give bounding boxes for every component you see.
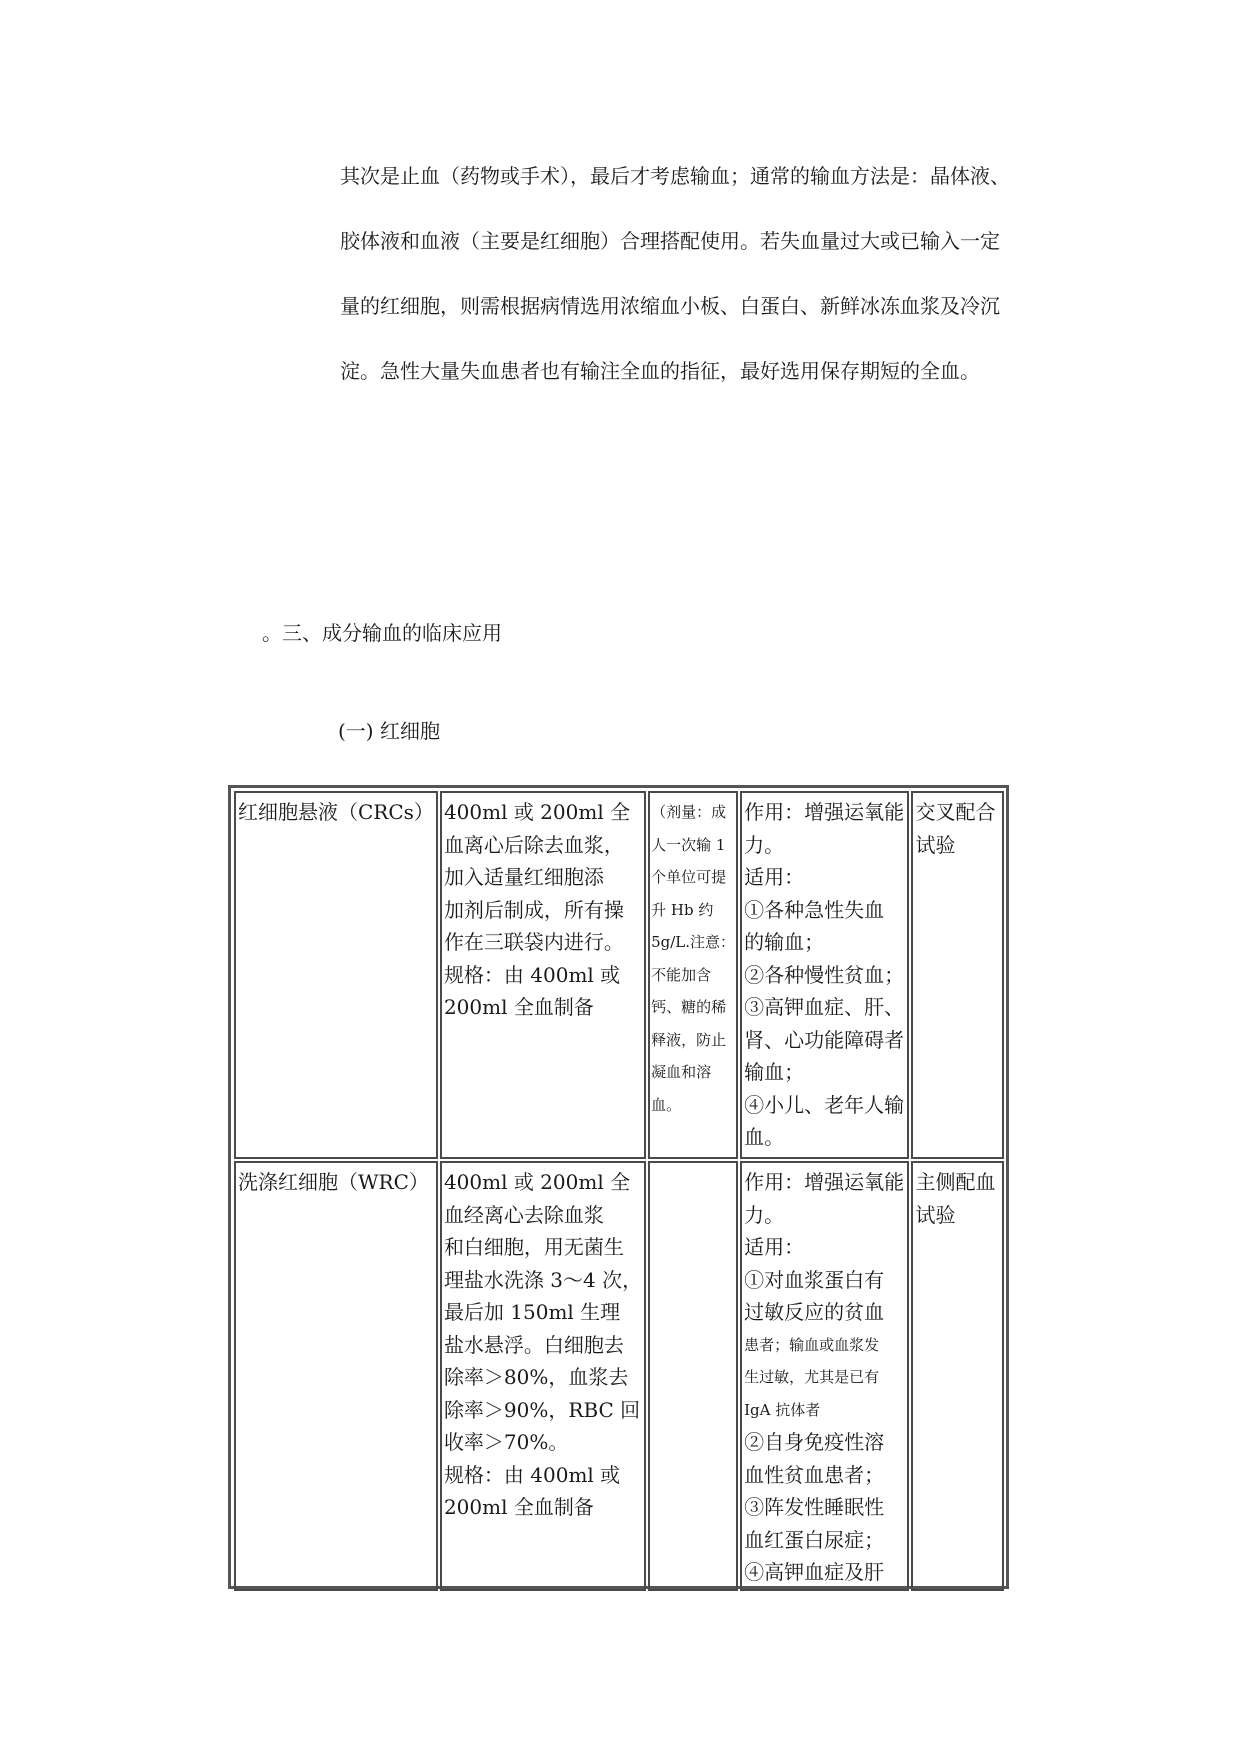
preparation-line: 规格：由 400ml 或: [443, 962, 621, 987]
table-row: [234, 791, 1004, 1159]
preparation-line: 200ml 全血制备: [443, 1495, 594, 1519]
indication-line: 过敏反应的贫血: [744, 1300, 885, 1324]
product-name-cell: [234, 1161, 438, 1591]
preparation-line: 理盐水洗涤 3～4 次，: [443, 1267, 643, 1292]
dosage-line: 个单位可提: [651, 868, 727, 886]
dosage-line: 释液，防止: [651, 1030, 727, 1049]
indication-line: ③高钾血症、肝、: [744, 995, 905, 1019]
preparation-line: 200ml 全血制备: [443, 995, 594, 1019]
indication-line: 适用：: [744, 865, 805, 889]
indication-line: 血。: [744, 1125, 785, 1149]
section-heading: 。三、成分输血的临床应用: [262, 621, 502, 645]
preparation-line: 除率＞90%，RBC 回: [443, 1397, 641, 1422]
preparation-line: 血经离心去除血浆: [443, 1202, 604, 1227]
preparation-line: 400ml 或 200ml 全: [443, 800, 631, 824]
compatibility-line: 试验: [915, 1202, 956, 1227]
subsection-heading: (一) 红细胞: [338, 719, 440, 743]
preparation-line: 最后加 150ml 生理: [443, 1300, 621, 1324]
preparation-line: 和白细胞，用无菌生: [443, 1235, 624, 1259]
indication-line: 作用：增强运氧能: [744, 800, 905, 824]
preparation-line: 规格：由 400ml 或: [443, 1462, 621, 1487]
dosage-line: 钙、糖的稀: [651, 998, 727, 1016]
indication-line: 血红蛋白尿症；: [744, 1527, 885, 1552]
indication-line: ①各种急性失血: [744, 897, 885, 922]
product-name: 红细胞悬液（CRCs）: [238, 800, 434, 824]
blood-components-table: [228, 785, 1009, 1589]
preparation-line: 盐水悬浮。白细胞去: [443, 1332, 624, 1357]
preparation-line: 收率＞70%。: [443, 1430, 569, 1454]
preparation-cell: [440, 1161, 646, 1591]
indication-line: ②自身免疫性溶: [744, 1430, 885, 1454]
indication-line: 的输血；: [744, 930, 825, 954]
indication-line: 力。: [744, 1202, 785, 1227]
product-name-cell: [234, 791, 438, 1159]
product-name: 洗涤红细胞（WRC）: [238, 1170, 429, 1194]
dosage-line: （剂量：成: [651, 803, 727, 821]
preparation-line: 加入适量红细胞添: [443, 865, 604, 889]
indication-line: ④高钾血症及肝: [744, 1560, 885, 1584]
indication-line: 力。: [744, 832, 785, 857]
indication-cell: [740, 1161, 909, 1591]
paragraph-line: 胶体液和血液（主要是红细胞）合理搭配使用。若失血量过大或已输入一定: [340, 229, 1000, 253]
dosage-cell: [648, 791, 738, 1159]
indication-line: ④小儿、老年人输: [744, 1092, 905, 1117]
dosage-line: 5g/L.注意：: [651, 933, 736, 951]
indication-cell: [740, 791, 909, 1159]
blood-components-grid: [232, 789, 1006, 1593]
compatibility-cell: [911, 1161, 1004, 1591]
indication-line: 肾、心功能障碍者: [744, 1027, 905, 1052]
dosage-line: 人一次输 1: [651, 835, 726, 854]
preparation-line: 血离心后除去血浆，: [443, 832, 624, 857]
dosage-line: 凝血和溶: [651, 1063, 712, 1081]
intro-paragraph: [340, 162, 1060, 422]
dosage-line: 血。: [651, 1095, 682, 1114]
preparation-line: 400ml 或 200ml 全: [443, 1170, 631, 1194]
indication-line: ①对血浆蛋白有: [744, 1267, 885, 1292]
compatibility-line: 主侧配血: [915, 1170, 996, 1194]
preparation-line: 作在三联袋内进行。: [443, 930, 624, 954]
preparation-line: 除率＞80%，血浆去: [443, 1365, 629, 1389]
dosage-line: 升 Hb 约: [651, 900, 714, 919]
indication-line: 患者；输血或血浆发: [744, 1335, 880, 1354]
preparation-line: 加剂后制成，所有操: [443, 897, 624, 922]
table-row: [234, 1161, 1004, 1591]
indication-line: ③阵发性睡眠性: [744, 1495, 885, 1519]
indication-line: IgA 抗体者: [744, 1400, 821, 1419]
indication-line: 适用：: [744, 1235, 805, 1259]
indication-line: 输血；: [744, 1060, 805, 1084]
indication-line: 作用：增强运氧能: [744, 1170, 905, 1194]
preparation-cell: [440, 791, 646, 1159]
indication-line: ②各种慢性贫血；: [744, 962, 905, 987]
paragraph-line: 淀。急性大量失血患者也有输注全血的指征，最好选用保存期短的全血。: [340, 359, 980, 383]
compatibility-line: 试验: [915, 832, 956, 857]
indication-line: 生过敏，尤其是已有: [744, 1368, 880, 1386]
dosage-line: 不能加含: [651, 965, 712, 984]
indication-line: 血性贫血患者；: [744, 1462, 885, 1487]
compatibility-cell: [911, 791, 1004, 1159]
paragraph-line: 量的红细胞，则需根据病情选用浓缩血小板、白蛋白、新鲜冰冻血浆及冷沉: [340, 294, 1000, 318]
compatibility-line: 交叉配合: [915, 800, 996, 824]
dosage-cell: [648, 1161, 738, 1591]
paragraph-line: 其次是止血（药物或手术），最后才考虑输血；通常的输血方法是：晶体液、: [340, 164, 1010, 188]
